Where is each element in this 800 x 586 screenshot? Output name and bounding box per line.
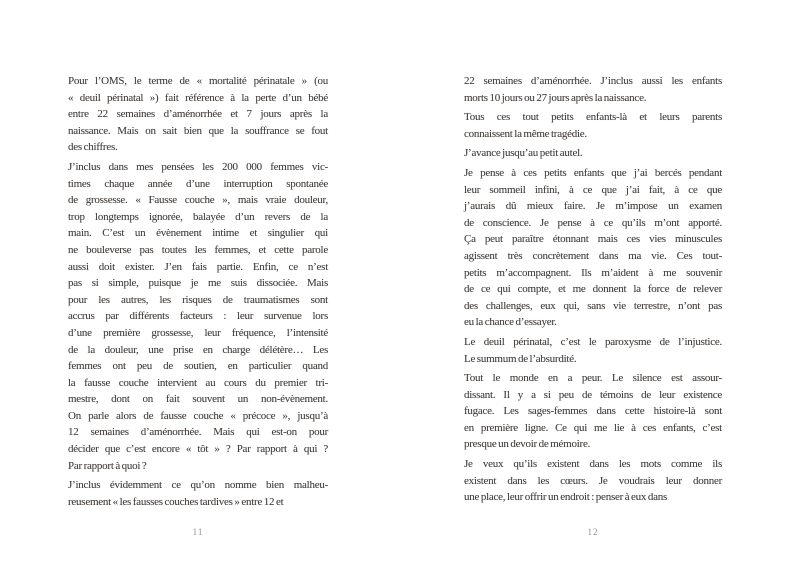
text-line: Pour l’OMS, le terme de « mortalité périnatale » (ou	[68, 75, 328, 87]
text-line: de conscience. Je pense à ce qu’ils m’ont apporté.	[464, 216, 722, 229]
text-line: J’avance jusqu’au petit autel.	[464, 147, 583, 160]
text-line: en première ligne. Ce qui me lie à ces enfants, c’est	[464, 421, 722, 434]
text-line: naissance. Mais on sait bien que la souffrance se fout	[68, 124, 328, 137]
text-line: de grossesse. « Fausse couche », mais vraie douleur,	[68, 194, 328, 207]
text-line: décider que c’est encore « tôt » ? Par rapport à qui ?	[68, 443, 328, 456]
text-line: petits m’accompagnent. Ils m’aident à me souvenir	[464, 266, 722, 279]
paragraph	[68, 159, 328, 474]
paragraph	[464, 145, 722, 162]
page-number-left: 11	[192, 527, 204, 537]
text-line: fugace. Les sages-femmes dans cette histoire-là sont	[464, 405, 722, 418]
text-line: Le deuil périnatal, c’est le paroxysme de l’injustice.	[464, 335, 722, 348]
text-line: leur sommeil infini, à ce que j’ai fait, à ce que	[464, 183, 722, 196]
text-line: existent dans les cœurs. Je voudrais leur donner	[464, 474, 722, 487]
text-line: entre 22 semaines d’aménorrhée et 7 jours après la	[68, 108, 328, 121]
text-line: trop longtemps ignorée, balayée d’un revers de la	[68, 210, 328, 223]
text-line: Par rapport à quoi ?	[68, 459, 147, 472]
text-line: « deuil périnatal ») fait référence à la perte d’un bébé	[68, 91, 328, 104]
text-line: femmes ont peu de soutien, en particulier quand	[68, 360, 328, 373]
text-line: Tout le monde en a peur. Le silence est assour-	[464, 372, 722, 385]
text-line: 12 semaines d’aménorrhée. Mais qui est-on pour	[68, 426, 328, 439]
text-line: eu la chance d’essayer.	[464, 316, 557, 329]
paragraph	[464, 73, 722, 106]
text-line: pas si simple, puisque je me suis dissociée. Mais	[68, 277, 328, 290]
text-line: J’inclus évidemment ce qu’on nomme bien malheu-	[68, 479, 328, 492]
paragraph	[68, 477, 328, 510]
text-line: dissant. Il y a si peu de témoins de leur existence	[464, 388, 722, 401]
paragraph	[464, 456, 722, 506]
text-line: accrus par différents facteurs : leur survenue lors	[68, 310, 328, 323]
text-line: Tous ces tout petits enfants-là et leurs parents	[464, 111, 722, 124]
text-line: reusement « les fausses couches tardives » entre 12 et	[68, 495, 284, 508]
paragraph	[68, 73, 328, 156]
paragraph	[464, 165, 722, 331]
text-line: une place, leur offrir un endroit : penser à eux dans	[464, 491, 668, 504]
page-right-text	[464, 73, 722, 506]
text-line: times chaque année d’une interruption spontanée	[68, 177, 328, 190]
text-line: pour les autres, les risques de traumatismes sont	[68, 293, 328, 306]
paragraph	[464, 334, 722, 367]
text-line: Le summum de l’absurdité.	[464, 352, 577, 365]
text-line: agissent très concrètement dans ma vie. Ces tout-	[464, 249, 722, 262]
text-line: Je veux qu’ils existent dans les mots comme ils	[464, 458, 722, 471]
text-line: presque un devoir de mémoire.	[464, 438, 591, 451]
text-line: morts 10 jours ou 27 jours après la naissance.	[464, 91, 647, 104]
text-line: de ce qui compte, et me donnent la force de relever	[464, 283, 722, 296]
text-line: main. C’est un évènement intime et singulier qui	[68, 227, 328, 240]
paragraph	[464, 370, 722, 453]
text-line: aussi doit exister. J’en fais partie. Enfin, ce n’est	[68, 260, 328, 273]
text-line: de la douleur, une prise en charge délétère… Les	[68, 343, 328, 356]
text-line: la fausse couche intervient au cours du premier tri-	[68, 376, 328, 389]
text-line: J’inclus dans mes pensées les 200 000 femmes vic-	[68, 160, 328, 173]
page-left-text	[68, 73, 328, 510]
text-line: Je pense à ces petits enfants que j’ai bercés pendant	[464, 166, 722, 179]
text-line: j’aurais dû mieux faire. Je m’impose un examen	[464, 200, 722, 213]
text-line: On parle alors de fausse couche « précoce », jusqu’à	[68, 409, 328, 422]
text-line: mestre, dont on fait souvent un non-évènement.	[68, 393, 328, 406]
text-line: Ça peut paraître étonnant mais ces vies minuscules	[464, 233, 722, 246]
text-line: connaissent la même tragédie.	[464, 127, 587, 140]
text-line: 22 semaines d’aménorrhée. J’inclus aussi les enfants	[464, 75, 722, 87]
text-line: ne bouleverse pas toutes les femmes, et cette parole	[68, 243, 328, 256]
text-line: des chiffres.	[68, 141, 118, 154]
page-number-right: 12	[587, 527, 599, 537]
paragraph	[464, 109, 722, 142]
text-line: des challenges, eux qui, sans vie terrestre, n’ont pas	[464, 299, 722, 312]
text-line: d’une première grossesse, leur fréquence, l’intensité	[68, 326, 328, 339]
